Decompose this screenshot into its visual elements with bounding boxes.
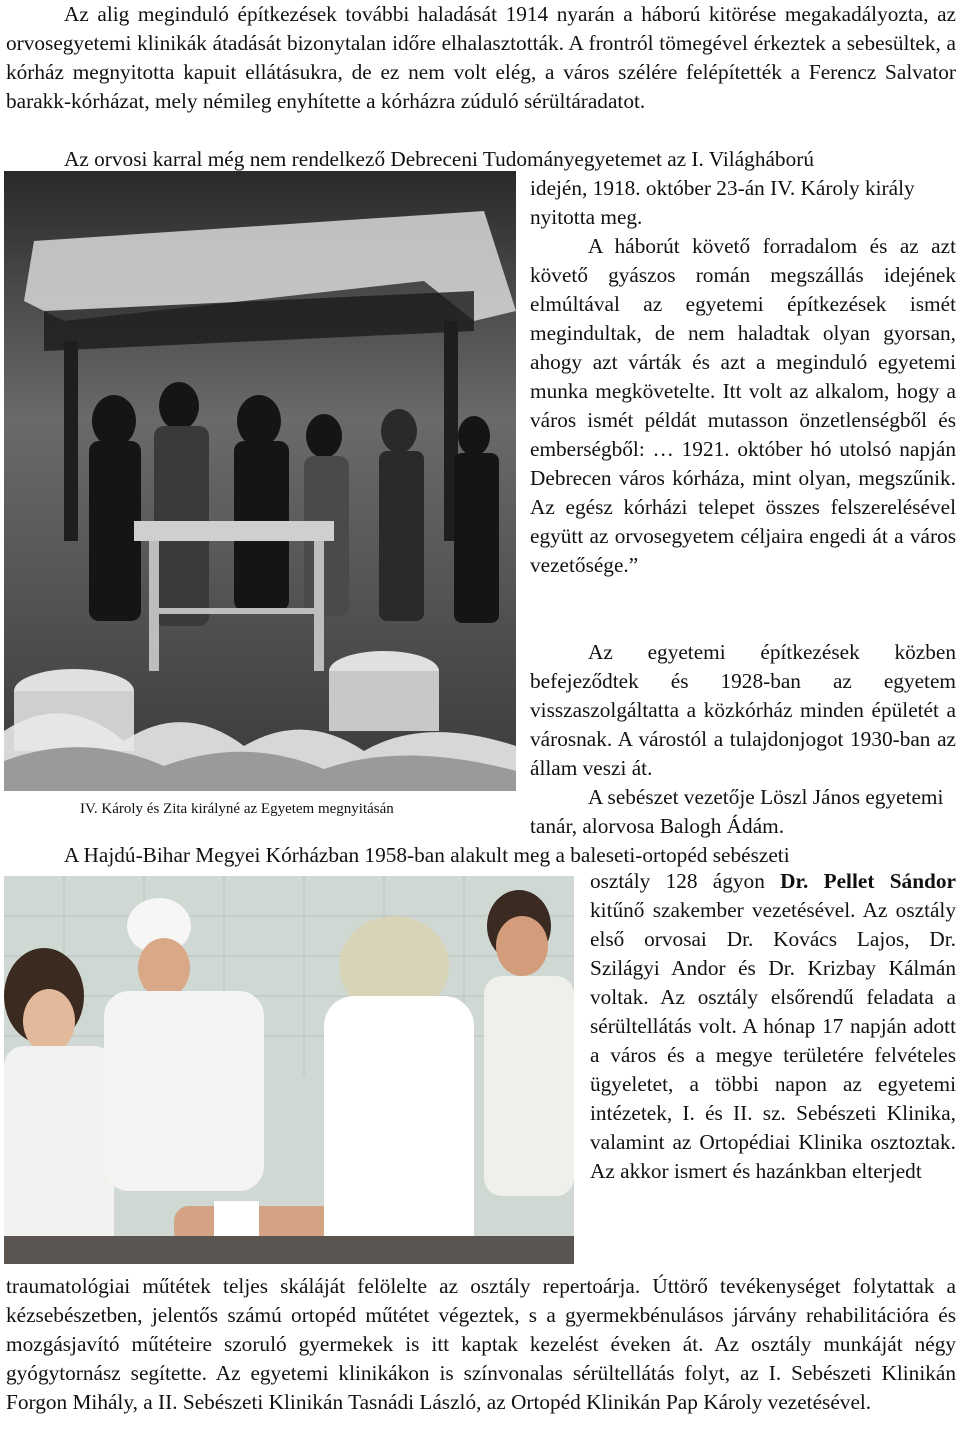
- paragraph-war-1914: Az alig meginduló építkezések további haladását 1914 nyarán a háború kitörése megakadályozta, az orvosegyetemi klinikák átadását bizonytalan időre elhalasztották. A frontról tömegével érkeztek a sebesültek, a kórház megnyitotta kapuit ellátásukra, de ez nem volt elég, a város szélére felépítették a Ferencz Salvator barakk-kórházat, mely némileg enyhítette a kórházra zúduló sérültáradatot.: [6, 2, 956, 113]
- paragraph-after-war: A háborút követő forradalom és az azt követő gyászos román megszállás idejének elmúltával az egyetemi építkezések ismét megindultak, de nem haladtak olyan gyorsan, ahogy azt várták és azt a meginduló egyetemi munka megkövetelte. Itt volt az alkalom, hogy a város ismét példát mutasson önzetlenségből és emberségből: … 1921. október hó utolsó napján Debrecen város kórháza, mint olyan, megszűnik. Az egész kórházi telepet összes felszerelésével együtt az orvosegyetem céljaira engedi át a város vezetősége.”: [530, 234, 956, 577]
- bold-name: Dr. Pellet Sándor: [780, 869, 956, 893]
- paragraph-county-hospital-rest: [590, 867, 956, 1186]
- photo-clinic-image: [4, 876, 574, 1264]
- paragraph-county-hospital-line1: A Hajdú-Bihar Megyei Kórházban 1958-ban alakult meg a baleseti-ortopéd sebészeti: [64, 843, 790, 867]
- paragraph-traumatology: traumatológiai műtétek teljes skáláját felölelte az osztály repertoárja. Úttörő tevékenységet folytattak a kézsebészetben, jelentős számú ortopéd műtétet végeztek, s a gyermekbénulásos járvány rehabilitációra és mozgásjavító műtéteire szoruló gyermekek is itt kaptak kezelést éveken át. Az osztály munkáját négy gyógytornász segítette. Az egyetemi klinikákon is színvonalas sérültellátás folyt, az I. Sebészeti Klinikán Forgon Mihály, a II. Sebészeti Klinikán Tasnádi László, az Ortopéd Klinikán Pap Károly vezetésével.: [6, 1274, 956, 1414]
- photo-caption: IV. Károly és Zita királyné az Egyetem megnyitásán: [80, 801, 394, 817]
- paragraph-surgery-head: A sebészet vezetője Löszl János egyetemi tanár, alorvosa Balogh Ádám.: [530, 785, 944, 838]
- text-run: osztály 128 ágyon: [590, 869, 781, 893]
- text-run: kitűnő szakember vezetésével. Az osztály első orvosai Dr. Kovács Lajos, Dr. Szilágyi Andor és Dr. Krizbay Kálmán voltak. Az osztály elsőrendű feladata a sérültellátás volt. A hónap 17 napján adott a város és a megye területére felvételes ügyeletet, a többi napon az egyetemi intézetek, I. és II. sz. Sebészeti Klinika, valamint az Ortopédiai Klinika osztoztak. Az akkor ismert és hazánkban elterjedt: [590, 898, 956, 1183]
- paragraph-university-opening-rest: idején, 1918. október 23-án IV. Károly király nyitotta meg.: [530, 176, 915, 229]
- paragraph-university-opening-line1: Az orvosi karral még nem rendelkező Debreceni Tudományegyetemet az I. Világháború: [64, 147, 814, 171]
- photo-clinic-doctors: [4, 876, 574, 1264]
- photo-opening-ceremony-image: [4, 171, 516, 791]
- paragraph-construction-finished: Az egyetemi építkezések közben befejeződtek és 1928-ban az egyetem visszaszolgáltatta a közkórház minden épületét a városnak. A várostól a tulajdonjogot 1930-ban az állam veszi át.: [530, 640, 956, 780]
- photo-king-charles-opening: [4, 171, 516, 791]
